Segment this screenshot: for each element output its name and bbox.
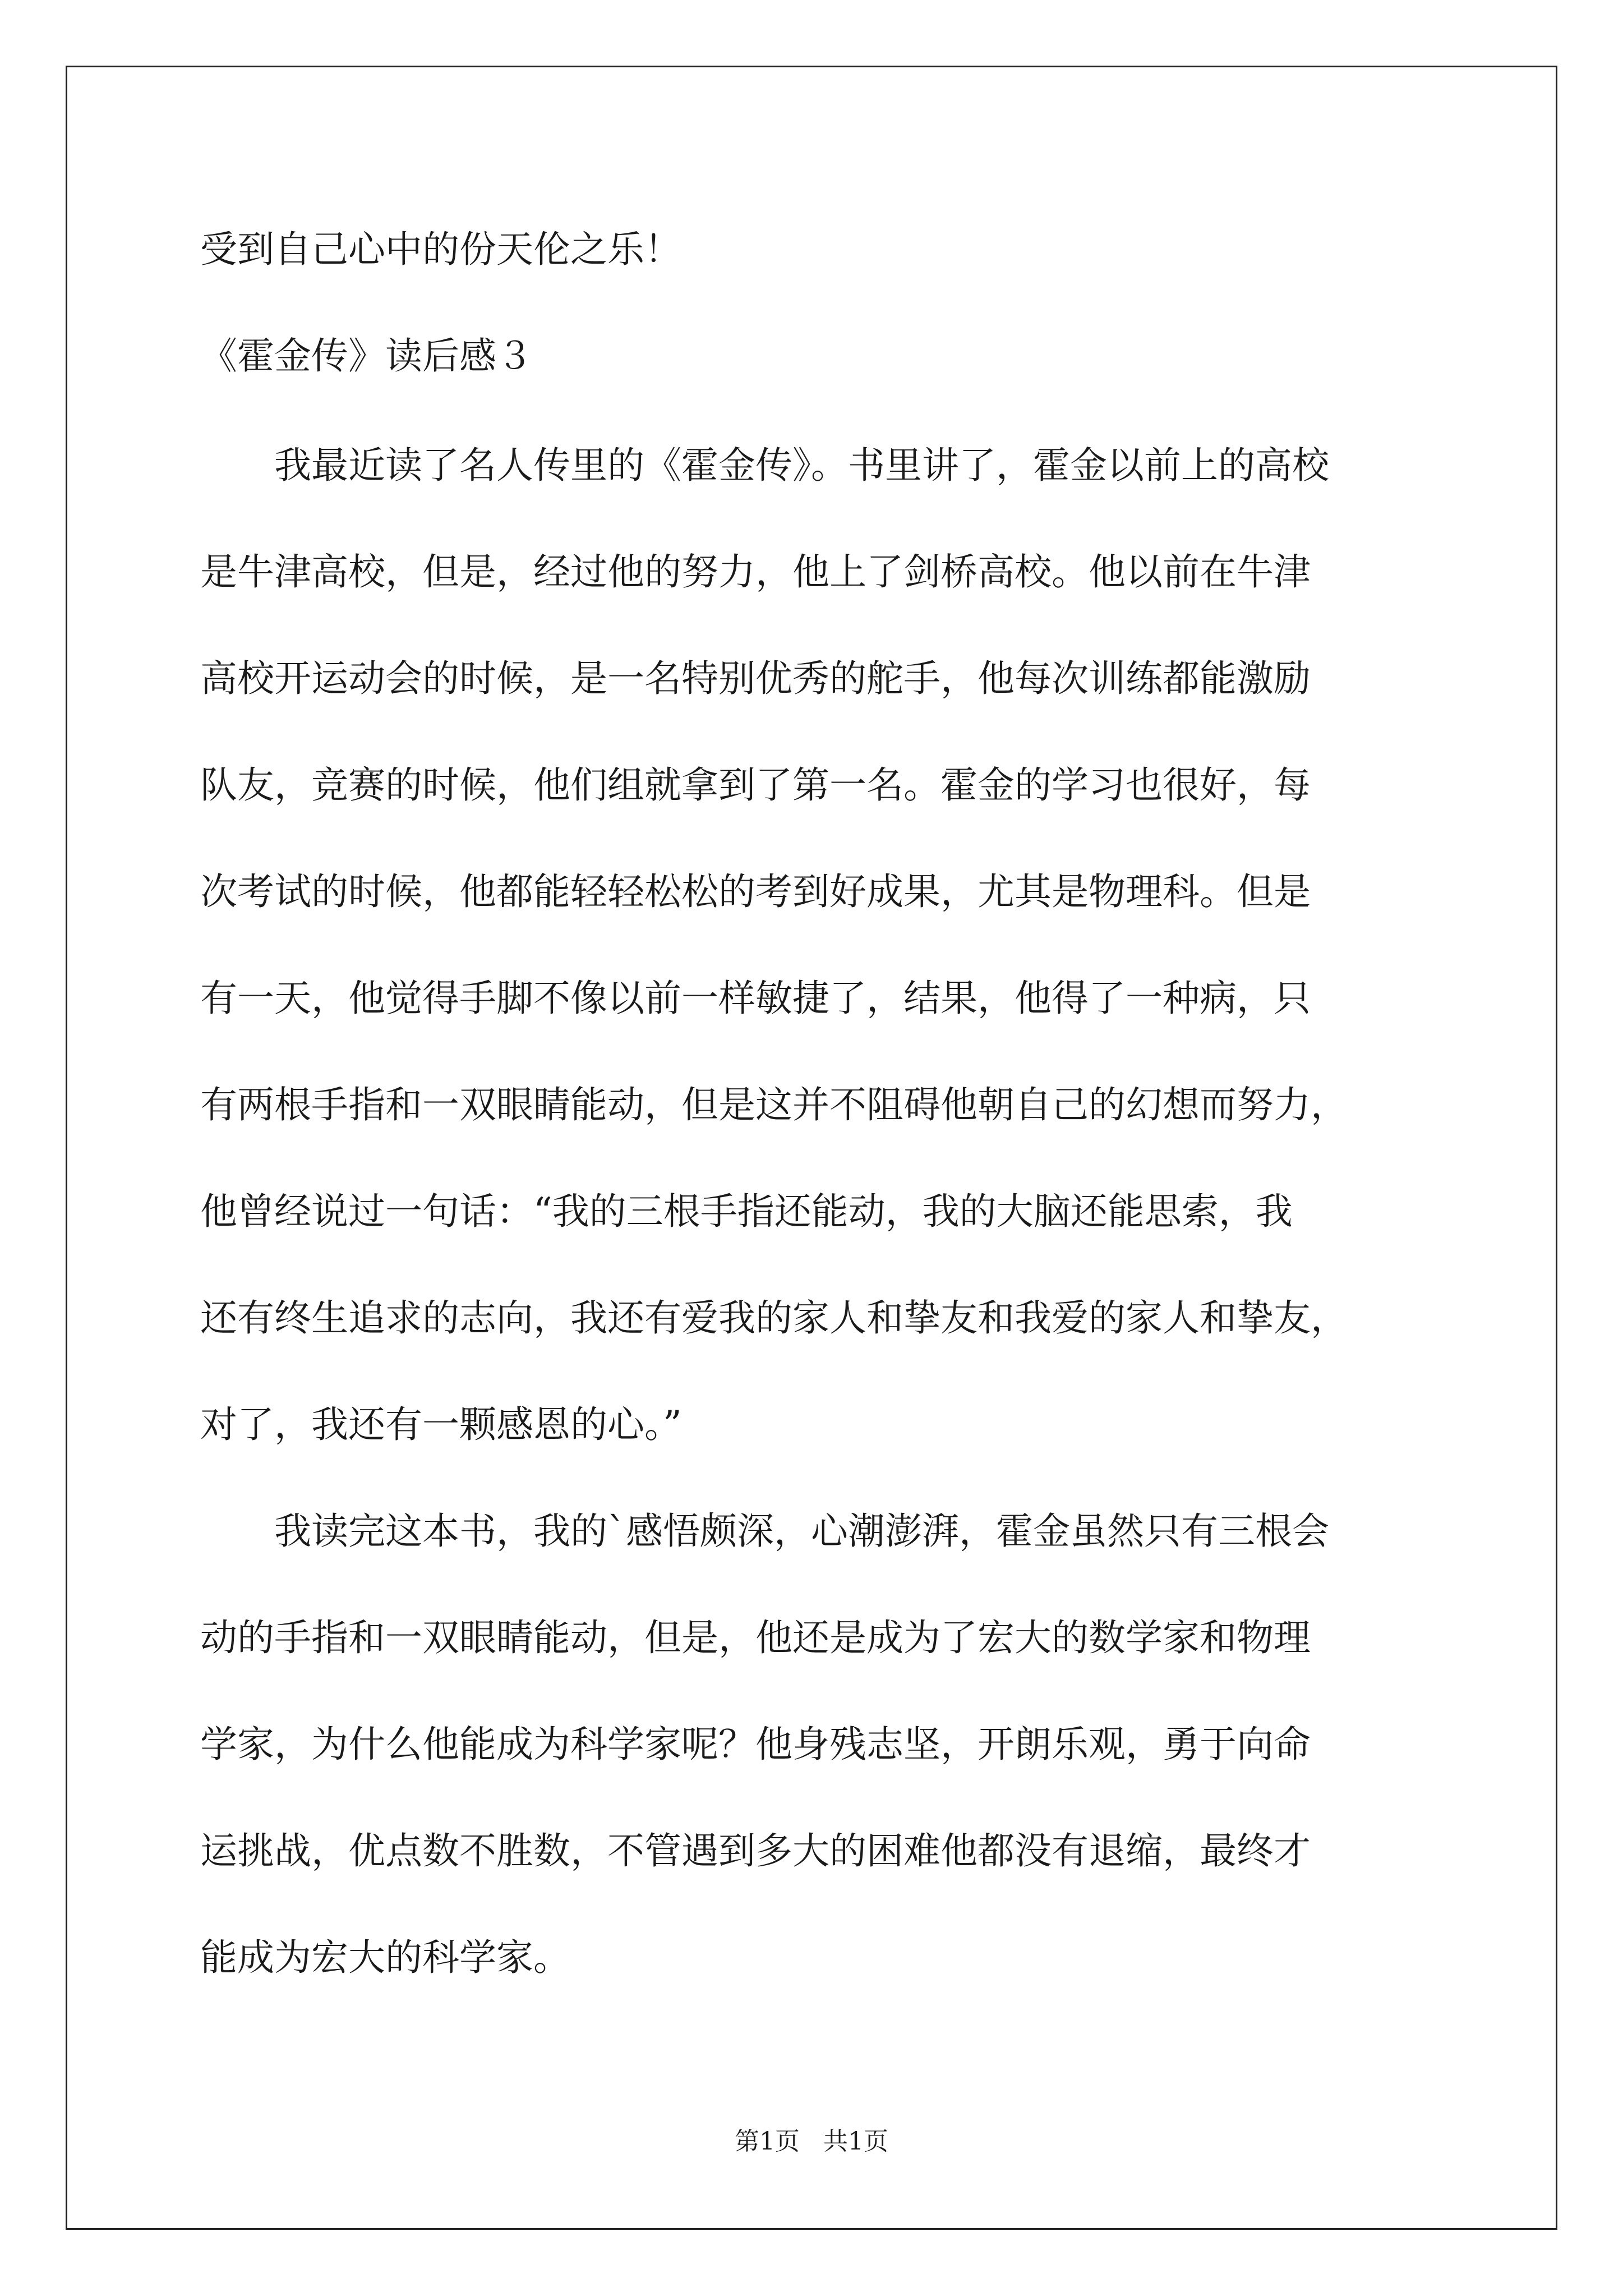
text-line: 能成为宏大的科学家。 — [200, 1936, 570, 1979]
text-line: 次考试的时候，他都能轻轻松松的考到好成果，尤其是物理科。但是 — [200, 870, 1311, 913]
text-line: 他曾经说过一句话：“我的三根手指还能动，我的大脑还能思索，我 — [200, 1190, 1293, 1233]
page-number: 第1页 — [735, 2127, 800, 2156]
page-border — [66, 66, 1557, 2230]
text-line: 动的手指和一双眼睛能动，但是，他还是成为了宏大的数学家和物理 — [200, 1616, 1311, 1659]
page-footer — [0, 2126, 1623, 2157]
text-line: 高校开运动会的时候，是一名特别优秀的舵手，他每次训练都能激励 — [200, 657, 1311, 700]
text-line: 运挑战，优点数不胜数，不管遇到多大的困难他都没有退缩，最终才 — [200, 1829, 1311, 1872]
text-line: 队友，竞赛的时候，他们组就拿到了第一名。霍金的学习也很好，每 — [200, 763, 1311, 807]
text-line: 还有终生追求的志向，我还有爱我的家人和挚友和我爱的家人和挚友， — [200, 1296, 1348, 1340]
text-line: 有一天，他觉得手脚不像以前一样敏捷了，结果，他得了一种病，只 — [200, 977, 1311, 1020]
text-line: 学家，为什么他能成为科学家呢？他身残志坚，开朗乐观，勇于向命 — [200, 1723, 1311, 1766]
text-line: 对了，我还有一颗感恩的心。” — [200, 1403, 682, 1446]
text-line: 受到自己心中的份天伦之乐！ — [200, 228, 681, 271]
text-line: 是牛津高校，但是，经过他的努力，他上了剑桥高校。他以前在牛津 — [200, 550, 1311, 593]
page-total: 共1页 — [823, 2127, 888, 2156]
text-line: 我最近读了名人传里的《霍金传》。书里讲了，霍金以前上的高校 — [200, 444, 1329, 487]
text-line: 我读完这本书，我的`感悟颇深，心潮澎湃，霍金虽然只有三根会 — [200, 1510, 1329, 1553]
section-title: 《霍金传》读后感３ — [200, 334, 533, 378]
text-line: 有两根手指和一双眼睛能动，但是这并不阻碍他朝自己的幻想而努力， — [200, 1083, 1348, 1126]
